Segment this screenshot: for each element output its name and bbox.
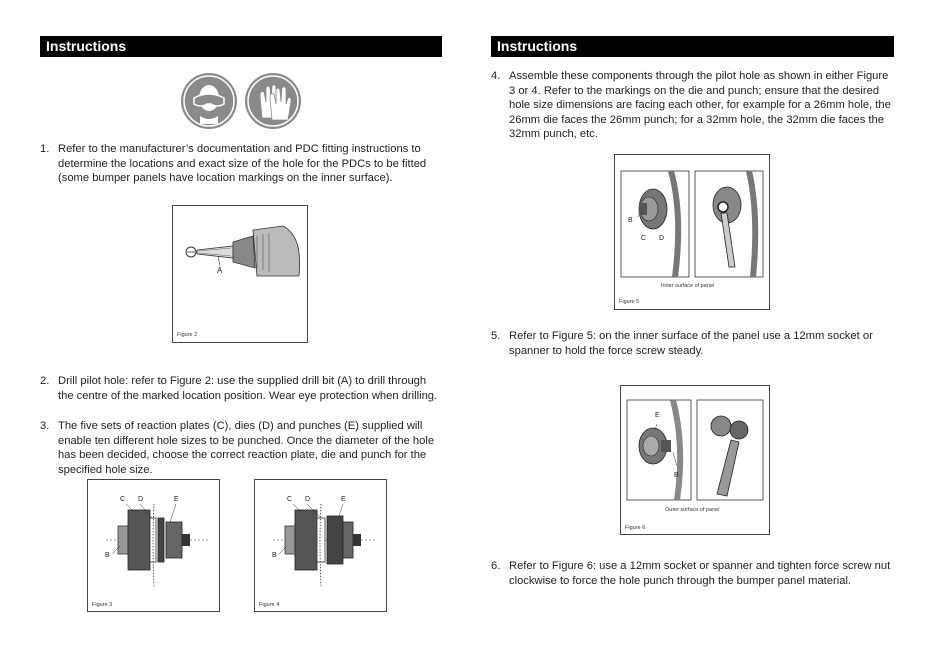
label-a: A [217,266,223,275]
gloves-icon [244,72,302,130]
label-b: B [272,552,277,559]
step-text: Refer to Figure 6: use a 12mm socket or spanner and tighten force screw nut clockwise to force the hole punch through the bumper panel material. [509,560,891,587]
step-text: The five sets of reaction plates (C), dies (D) and punches (E) supplied will enable ten different hole sizes to be punched. Once the diameter of the hole has been decided, choose the correct reaction plate, die and punch for the specified hole size. [58,420,435,476]
figure-subcaption: Outer surface of panel [665,507,720,513]
figure-2 [172,205,308,343]
figure-caption: Figure 6 [625,525,646,531]
label-b: B [628,217,633,224]
step-number: 5. [491,330,501,342]
step-number: 2. [40,375,50,387]
step-text: Refer to Figure 5: on the inner surface of the panel use a 12mm socket or spanner to hold the force screw steady. [509,330,873,357]
step-number: 3. [40,420,50,432]
figure-6 [620,385,770,535]
label-d: D [659,235,665,242]
label-d: D [138,496,144,503]
label-e: E [341,496,346,503]
label-c: C [287,496,293,503]
step-number: 4. [491,70,501,82]
step-text: Refer to the manufacturer’s documentation and PDC fitting instructions to determine the locations and exact size of the hole for the PDCs to be fitted (some bumper panels have location markings on the inner surface). [58,143,427,184]
label-b: B [105,552,110,559]
figure-5 [614,154,770,310]
figure-caption: Figure 4 [259,602,280,608]
label-e: E [174,496,179,503]
figure-caption: Figure 2 [177,332,198,338]
drill-illustration [173,206,307,342]
punch-assembly-illustration [255,480,386,611]
label-e: E [655,412,660,419]
left-section-header: Instructions [40,36,442,57]
punch-assembly-illustration [88,480,219,611]
step-number: 6. [491,560,501,572]
figure-4 [254,479,387,612]
figure-subcaption: Inner surface of panel [661,283,715,289]
figure-3 [87,479,220,612]
right-section-header: Instructions [491,36,894,57]
label-b: B [674,472,679,479]
figure-caption: Figure 5 [619,299,640,305]
step-number: 1. [40,143,50,155]
label-c: C [641,235,647,242]
figure-caption: Figure 3 [92,602,113,608]
label-c: C [120,496,126,503]
step-text: Assemble these components through the pilot hole as shown in either Figure 3 or 4. Refer to the markings on the die and punch; ensure that the desired hole size dimensions are facing each other, for example for a 26mm hole, the 26mm die faces the 26mm punch; for a 32mm hole, the 32mm die faces the 32mm punch, etc. [509,70,891,140]
step-text: Drill pilot hole: refer to Figure 2: use the supplied drill bit (A) to drill through the centre of the marked location position. Wear eye protection when drilling. [58,375,438,402]
label-d: D [305,496,311,503]
eye-protection-icon [180,72,238,130]
